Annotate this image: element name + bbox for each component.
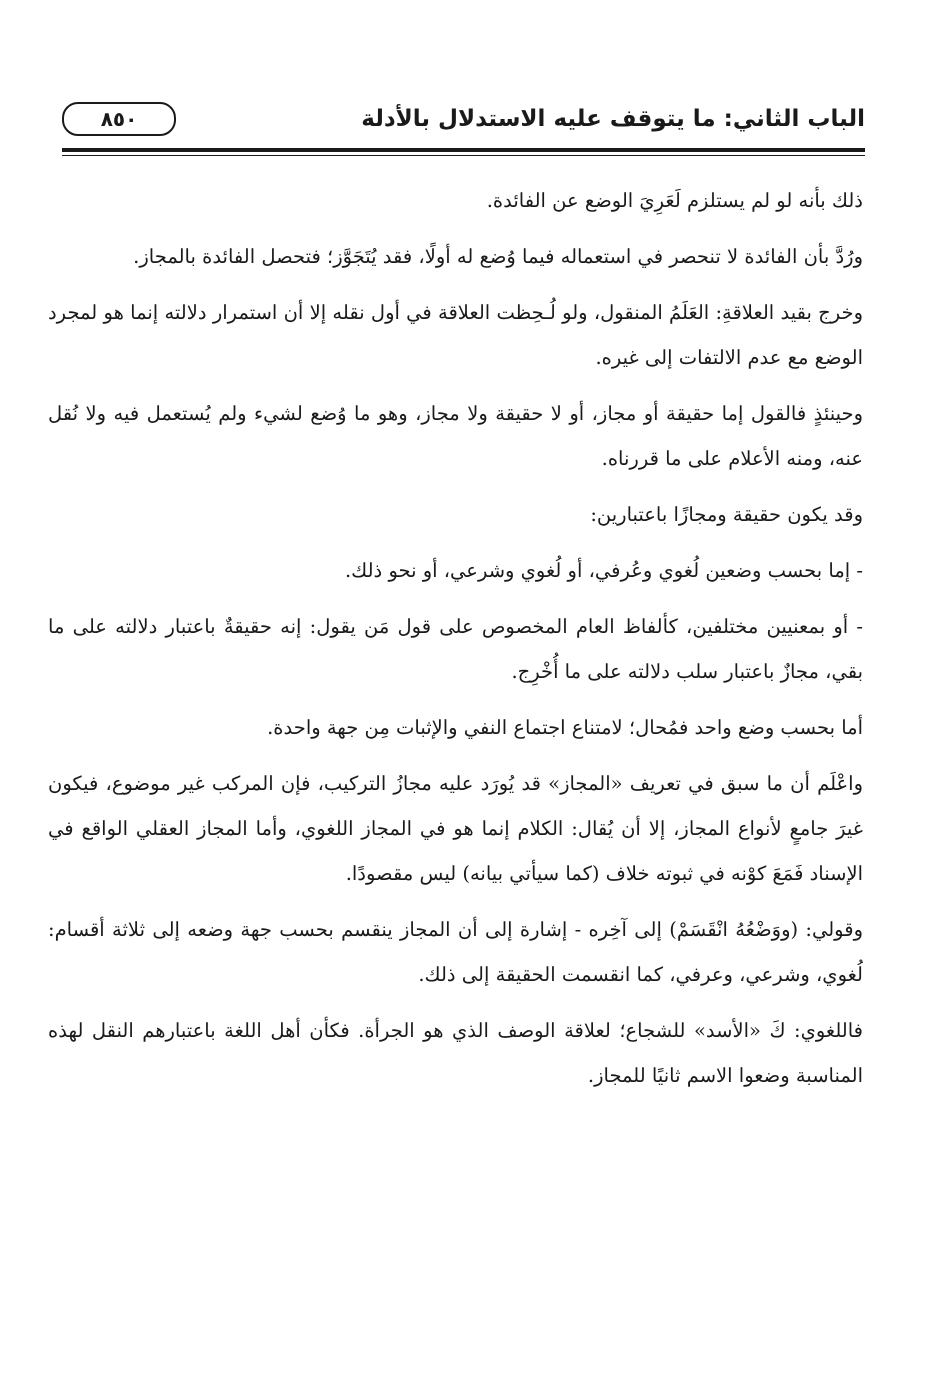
paragraph: وحينئذٍ فالقول إما حقيقة أو مجاز، أو لا حقيقة ولا مجاز، وهو ما وُضع لشيء ولم يُستعمل فيه ولا نُقل عنه، ومنه الأعلام على ما قررناه. [48, 402, 863, 470]
header-rule-thick [62, 148, 865, 152]
paragraph: فاللغوي: كَ «الأسد» للشجاع؛ لعلاقة الوصف الذي هو الجرأة. فكأن أهل اللغة باعتبارهم النقل لهذه المناسبة وضعوا الاسم ثانيًا للمجاز. [48, 1019, 863, 1087]
paragraph: ورُدَّ بأن الفائدة لا تنحصر في استعماله فيما وُضع له أولًا، فقد يُتَجَوَّز؛ فتحصل الفائدة بالمجاز. [133, 245, 863, 268]
list-item: - أو بمعنيين مختلفين، كألفاظ العام المخصوص على قول مَن يقول: إنه حقيقةٌ باعتبار دلالته على ما بقي، مجازٌ باعتبار سلب دلالته على ما أُخْرِج. [48, 615, 863, 683]
header-rule-thin [62, 155, 865, 156]
paragraph: واعْلَم أن ما سبق في تعريف «المجاز» قد يُورَد عليه مجازُ التركيب، فإن المركب غير موضوع، فيكون غيرَ جامعٍ لأنواع المجاز، إلا أن يُقال: الكلام إنما هو في المجاز اللغوي، وأما المجاز العقلي الواقع في الإسناد فَمَعَ كوْنه في ثبوته خلاف (كما سيأتي بيانه) ليس مقصودًا. [48, 772, 863, 885]
paragraph: وقولي: (ووَضْعُهُ انْقَسَمْ) إلى آخِره - إشارة إلى أن المجاز ينقسم بحسب جهة وضعه إلى ثلاثة أقسام: لُغوي، وشرعي، وعرفي، كما انقسمت الحقيقة إلى ذلك. [48, 918, 863, 986]
paragraph: أما بحسب وضع واحد فمُحال؛ لامتناع اجتماع النفي والإثبات مِن جهة واحدة. [267, 716, 863, 739]
paragraph: وخرج بقيد العلاقةِ: العَلَمُ المنقول، ولو لُـحِظت العلاقة في أول نقله إلا أن استمرار دلالته إنما هو لمجرد الوضع مع عدم الالتفات إلى غيره. [48, 301, 863, 369]
page-number-badge: ٨٥٠ [62, 102, 176, 136]
running-header [62, 100, 865, 144]
paragraph: ذلك بأنه لو لم يستلزم لَعَرِيَ الوضع عن الفائدة. [486, 189, 863, 212]
chapter-title: الباب الثاني: ما يتوقف عليه الاستدلال بالأدلة [361, 106, 865, 132]
paragraph: وقد يكون حقيقة ومجازًا باعتبارين: [590, 503, 863, 526]
list-item: - إما بحسب وضعين لُغوي وعُرفي، أو لُغوي وشرعي، أو نحو ذلك. [344, 559, 863, 582]
body-text [48, 178, 863, 1109]
